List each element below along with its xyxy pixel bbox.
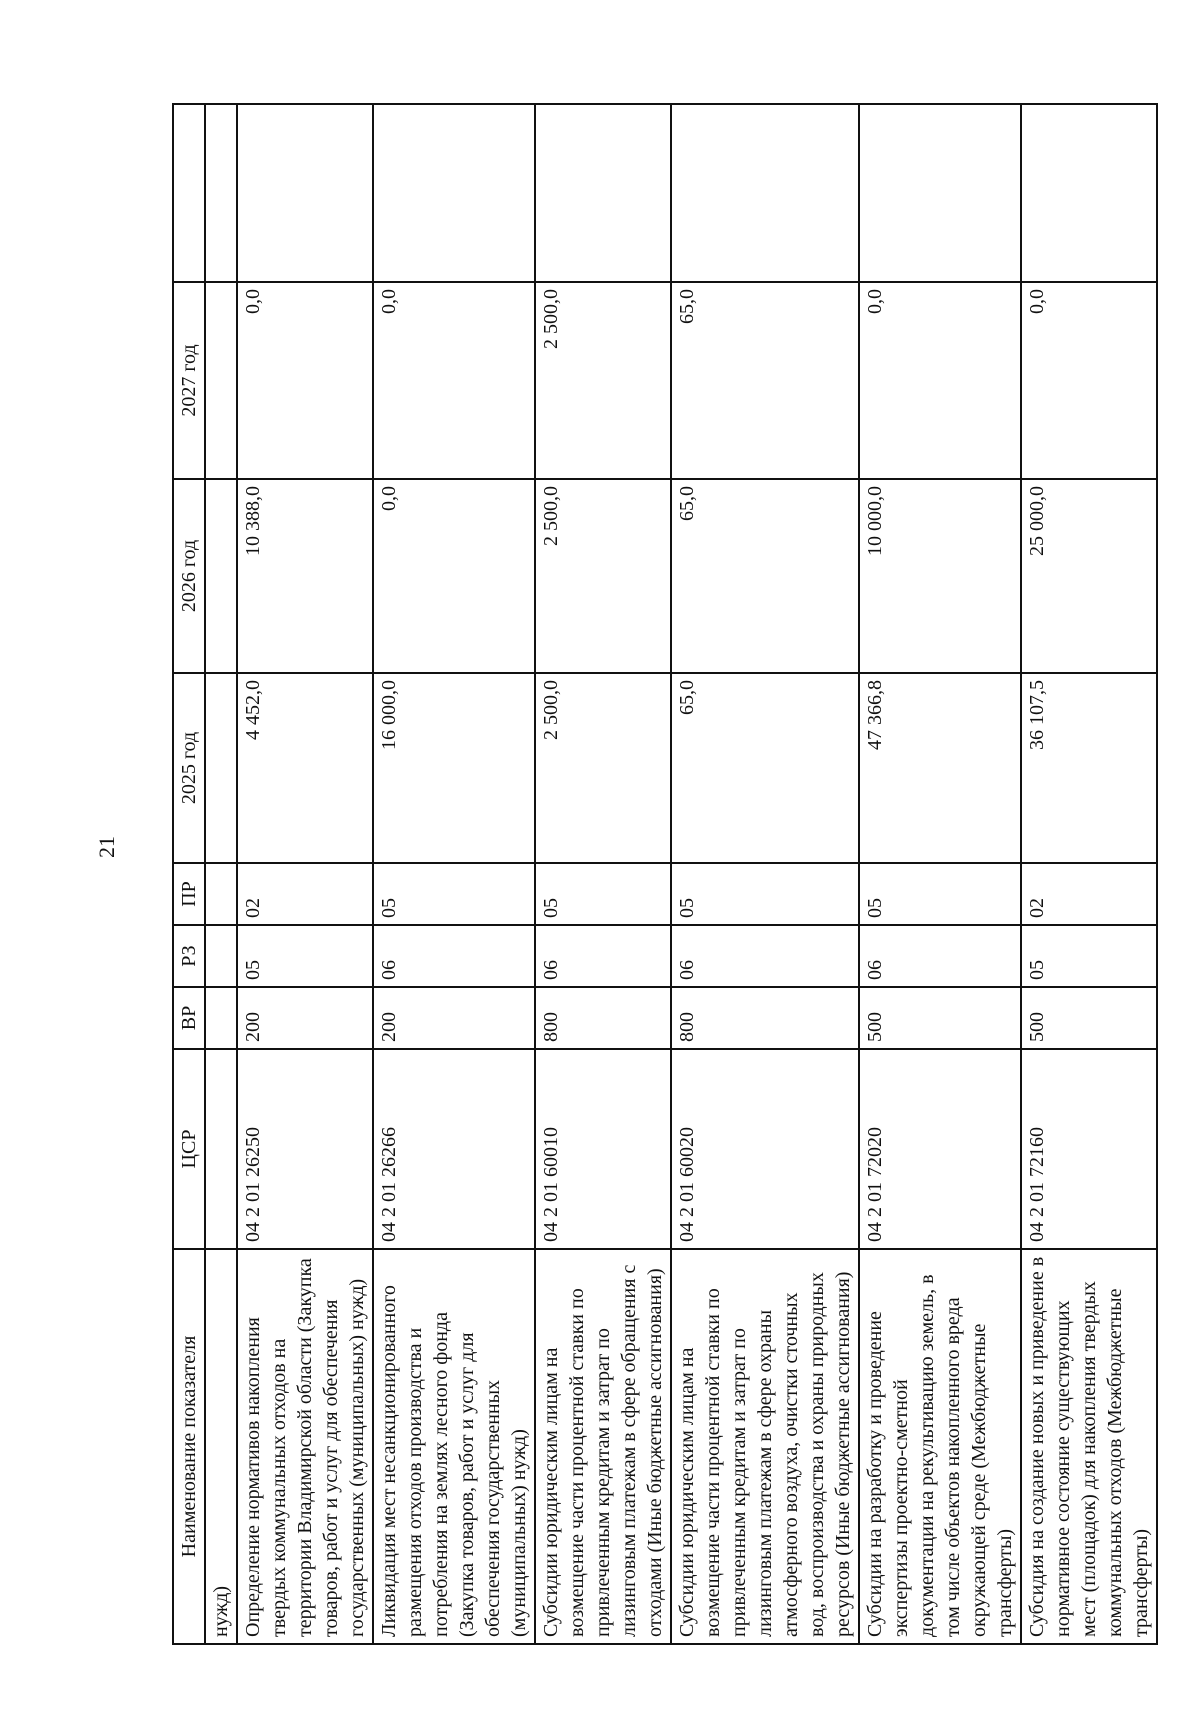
table-cell — [205, 479, 237, 673]
table-cell — [205, 1049, 237, 1249]
row-2027: 0,0 — [1021, 282, 1157, 479]
row-2025: 4 452,0 — [237, 673, 373, 863]
row-pr: 05 — [859, 863, 1021, 925]
table-cell — [237, 104, 373, 282]
row-pr: 05 — [535, 863, 671, 925]
continued-text: нужд) — [205, 1249, 237, 1644]
row-vr: 200 — [237, 987, 373, 1049]
column-header-empty — [173, 104, 205, 282]
table-cell — [671, 104, 859, 282]
table-row — [535, 104, 671, 1644]
row-2027: 0,0 — [237, 282, 373, 479]
row-csr: 04 2 01 60010 — [535, 1049, 671, 1249]
column-header-2026: 2026 год — [173, 479, 205, 673]
budget-table — [172, 103, 1158, 1645]
table-cell — [859, 104, 1021, 282]
row-csr: 04 2 01 60020 — [671, 1049, 859, 1249]
row-csr: 04 2 01 72160 — [1021, 1049, 1157, 1249]
row-csr: 04 2 01 26250 — [237, 1049, 373, 1249]
row-csr: 04 2 01 72020 — [859, 1049, 1021, 1249]
table-row — [859, 104, 1021, 1644]
row-2027: 2 500,0 — [535, 282, 671, 479]
row-vr: 800 — [535, 987, 671, 1049]
column-header-vr: ВР — [173, 987, 205, 1049]
row-2026: 2 500,0 — [535, 479, 671, 673]
row-rz: 05 — [1021, 925, 1157, 987]
row-name: Субсидия на создание новых и приведение в нормативное состояние существующих мест (площадок) для накопления твердых коммунальных отходов (Межбюджетные трансферты) — [1021, 1249, 1157, 1644]
row-2026: 65,0 — [671, 479, 859, 673]
row-2026: 10 388,0 — [237, 479, 373, 673]
table-header-row — [173, 104, 205, 1644]
column-header-2025: 2025 год — [173, 673, 205, 863]
row-rz: 06 — [859, 925, 1021, 987]
row-pr: 05 — [671, 863, 859, 925]
row-name: Субсидии юридическим лицам на возмещение части процентной ставки по привлеченным кредитам и затрат по лизинговым платежам в сфере обращения с отходами (Иные бюджетные ассигнования) — [535, 1249, 671, 1644]
row-vr: 500 — [859, 987, 1021, 1049]
column-header-pr: ПР — [173, 863, 205, 925]
table-cell — [535, 104, 671, 282]
row-rz: 06 — [373, 925, 535, 987]
table-row — [671, 104, 859, 1644]
row-vr: 800 — [671, 987, 859, 1049]
rotated-table-container — [172, 105, 1152, 1645]
row-2026: 10 000,0 — [859, 479, 1021, 673]
table-row — [373, 104, 535, 1644]
row-rz: 06 — [671, 925, 859, 987]
column-header-2027: 2027 год — [173, 282, 205, 479]
row-name: Субсидии юридическим лицам на возмещение части процентной ставки по привлеченным кредитам и затрат по лизинговым платежам в сфере охраны атмосферного воздуха, очистки сточных вод, воспроизводства и охраны природных ресурсов (Иные бюджетные ассигнования) — [671, 1249, 859, 1644]
row-vr: 200 — [373, 987, 535, 1049]
column-header-name: Наименование показателя — [173, 1249, 205, 1644]
row-name: Субсидии на разработку и проведение экспертизы проектно-сметной документации на рекультивацию земель, в том числе объектов накопленного вреда окружающей среде (Межбюджетные трансферты) — [859, 1249, 1021, 1644]
row-2025: 16 000,0 — [373, 673, 535, 863]
table-row — [237, 104, 373, 1644]
table-cell — [205, 925, 237, 987]
column-header-rz: РЗ — [173, 925, 205, 987]
table-cell — [1021, 104, 1157, 282]
row-rz: 06 — [535, 925, 671, 987]
row-2027: 0,0 — [373, 282, 535, 479]
row-2027: 0,0 — [859, 282, 1021, 479]
row-pr: 02 — [1021, 863, 1157, 925]
row-name: Ликвидация мест несанкционированного размещения отходов производства и потребления на землях лесного фонда (Закупка товаров, работ и услуг для обеспечения государственных (муниципальных) нужд) — [373, 1249, 535, 1644]
row-2025: 65,0 — [671, 673, 859, 863]
row-2027: 65,0 — [671, 282, 859, 479]
table-row-continued — [205, 104, 237, 1644]
column-header-csr: ЦСР — [173, 1049, 205, 1249]
row-vr: 500 — [1021, 987, 1157, 1049]
table-cell — [205, 987, 237, 1049]
row-name: Определение нормативов накопления твердых коммунальных отходов на территории Владимирской области (Закупка товаров, работ и услуг для обеспечения государственных (муниципальных) нужд) — [237, 1249, 373, 1644]
table-row — [1021, 104, 1157, 1644]
row-2025: 36 107,5 — [1021, 673, 1157, 863]
table-cell — [205, 673, 237, 863]
row-2026: 0,0 — [373, 479, 535, 673]
row-2025: 2 500,0 — [535, 673, 671, 863]
row-2025: 47 366,8 — [859, 673, 1021, 863]
table-cell — [205, 282, 237, 479]
row-2026: 25 000,0 — [1021, 479, 1157, 673]
table-cell — [373, 104, 535, 282]
table-cell — [205, 863, 237, 925]
row-rz: 05 — [237, 925, 373, 987]
row-pr: 02 — [237, 863, 373, 925]
page-number: 21 — [94, 836, 119, 858]
table-cell — [205, 104, 237, 282]
row-csr: 04 2 01 26266 — [373, 1049, 535, 1249]
row-pr: 05 — [373, 863, 535, 925]
